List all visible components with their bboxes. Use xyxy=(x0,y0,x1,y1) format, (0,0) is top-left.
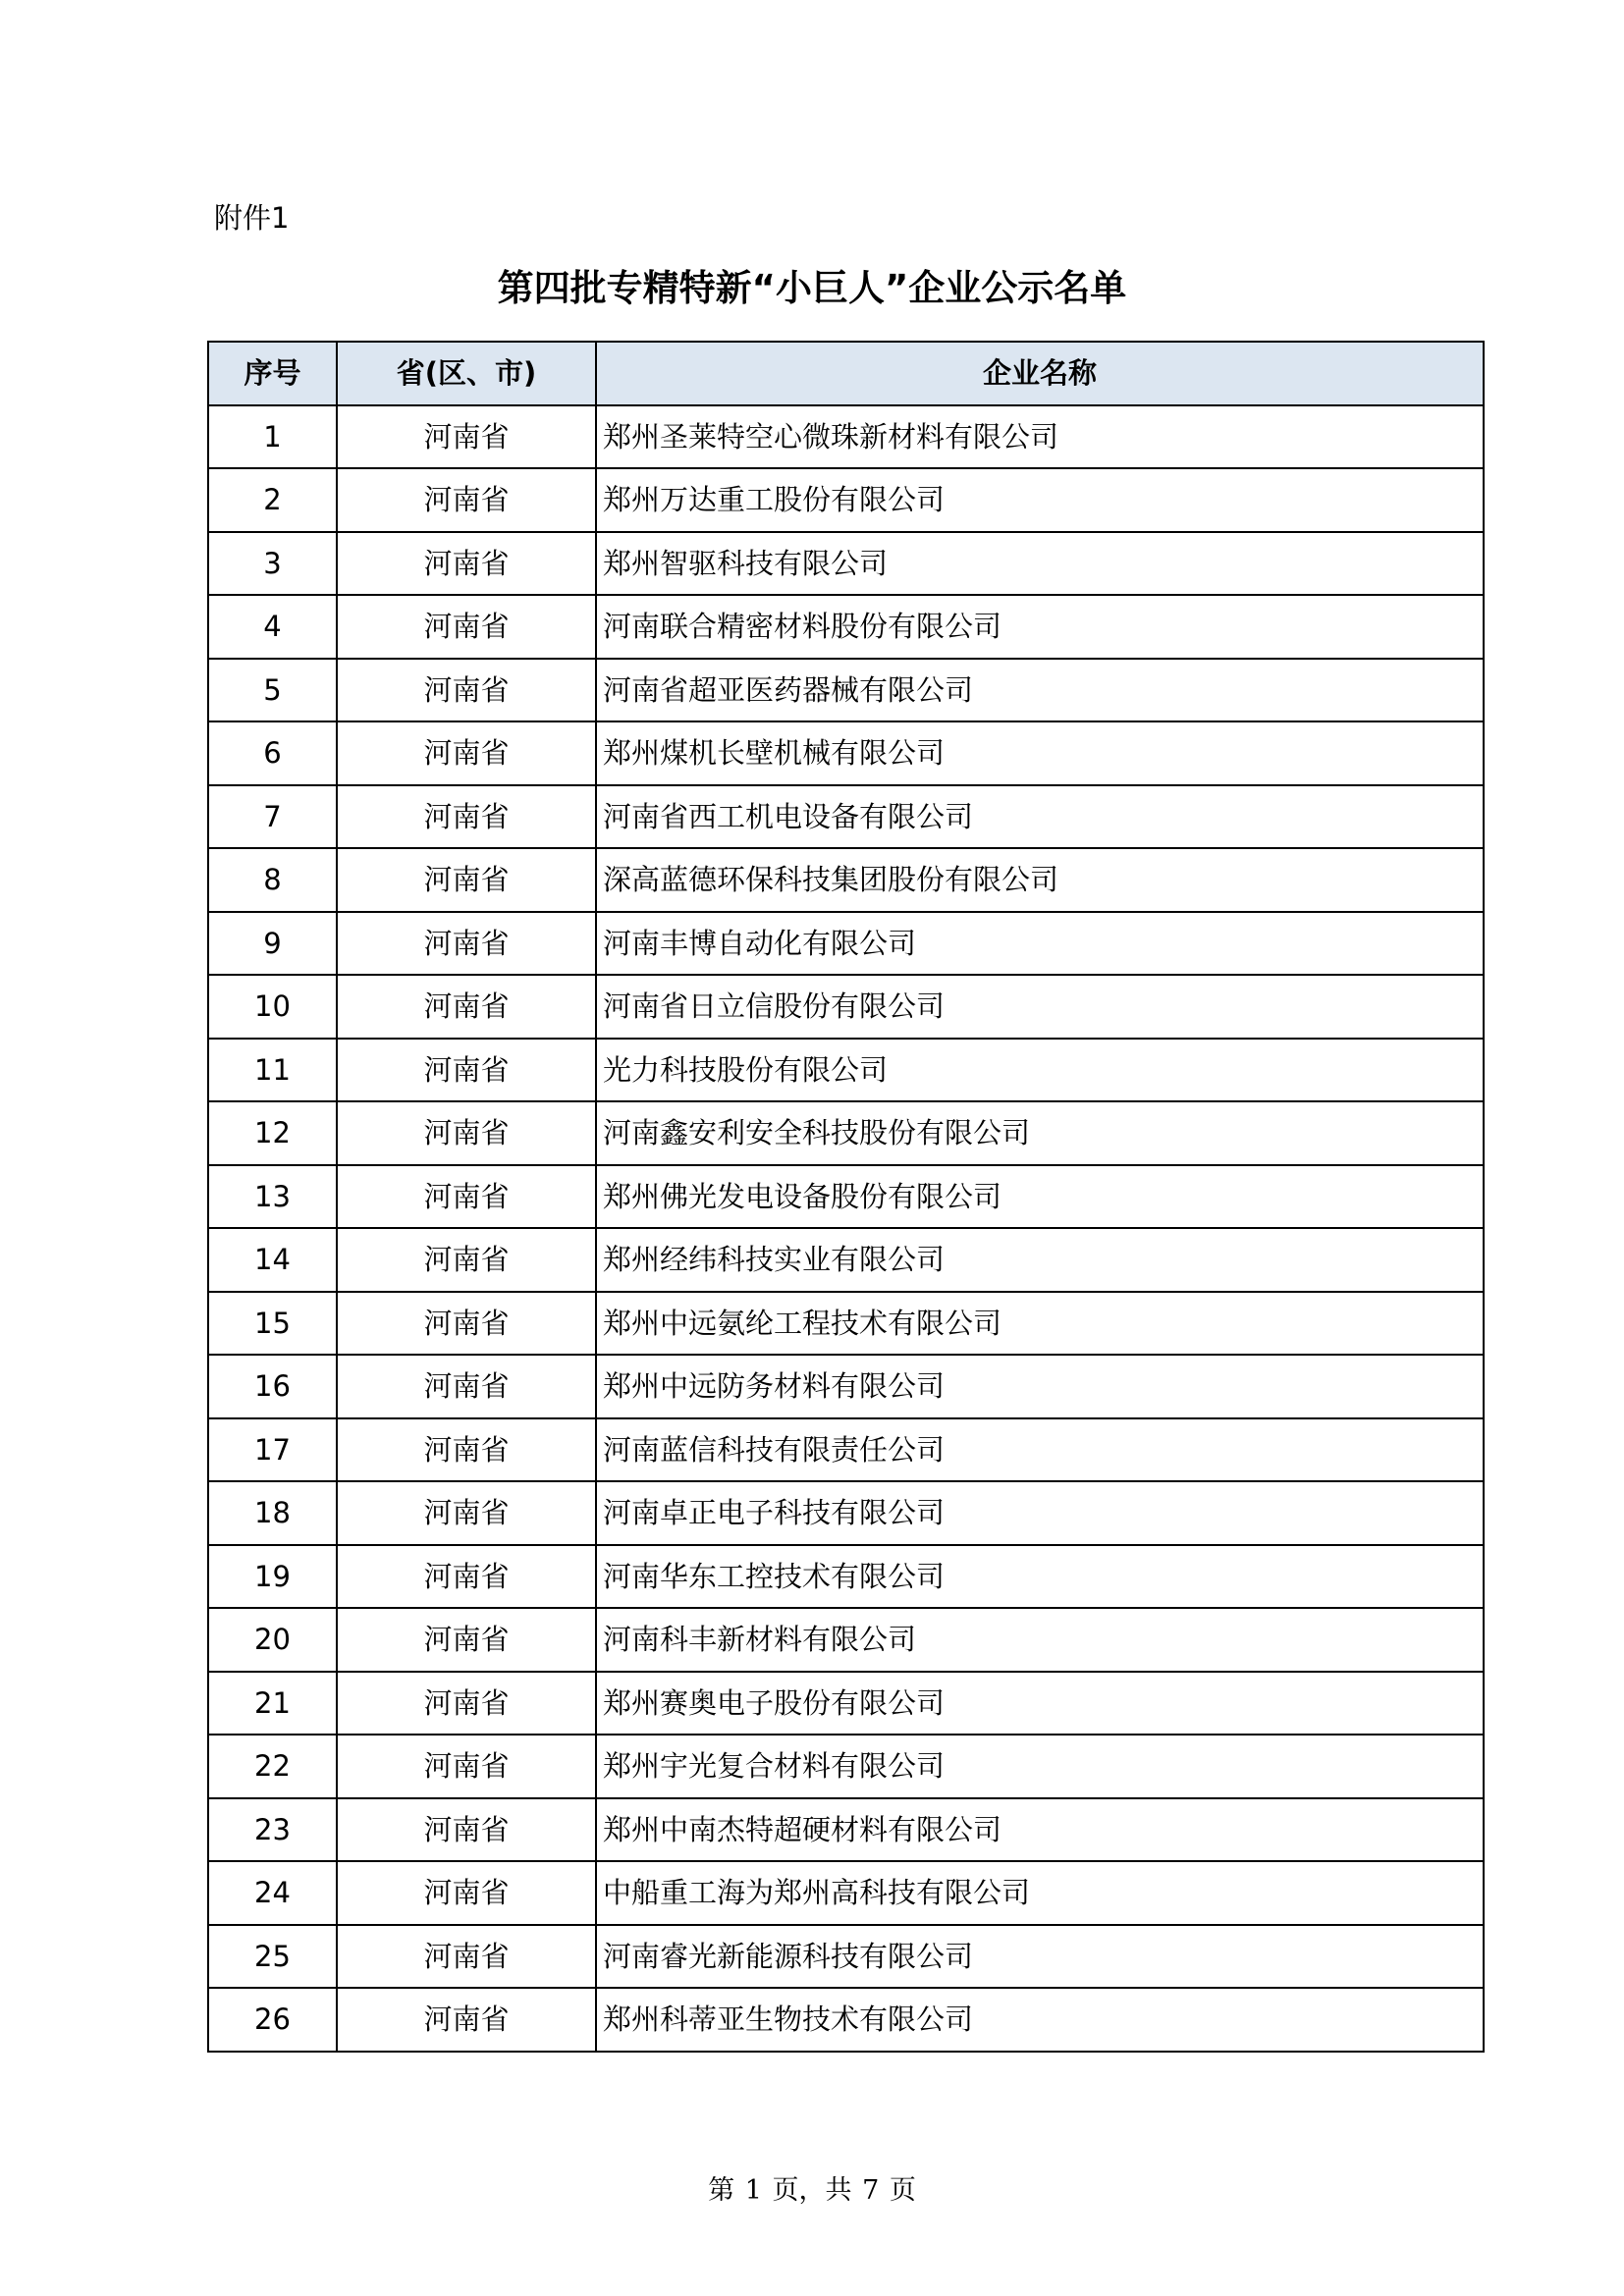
table-row xyxy=(208,1798,1484,1862)
seq-cell: 17 xyxy=(208,1418,337,1482)
province-cell: 河南省 xyxy=(337,785,596,849)
seq-cell: 6 xyxy=(208,721,337,785)
province-cell: 河南省 xyxy=(337,1545,596,1609)
seq-cell: 22 xyxy=(208,1735,337,1798)
table-row xyxy=(208,595,1484,659)
seq-cell: 23 xyxy=(208,1798,337,1862)
seq-cell: 12 xyxy=(208,1101,337,1165)
table-row xyxy=(208,1165,1484,1229)
company-name-cell: 郑州经纬科技实业有限公司 xyxy=(596,1228,1484,1292)
province-cell: 河南省 xyxy=(337,721,596,785)
province-cell: 河南省 xyxy=(337,595,596,659)
column-header-seq: 序号 xyxy=(208,342,337,405)
province-cell: 河南省 xyxy=(337,1355,596,1418)
company-name-cell: 郑州圣莱特空心微珠新材料有限公司 xyxy=(596,405,1484,469)
seq-cell: 11 xyxy=(208,1039,337,1102)
company-name-cell: 郑州宇光复合材料有限公司 xyxy=(596,1735,1484,1798)
company-name-cell: 深高蓝德环保科技集团股份有限公司 xyxy=(596,848,1484,912)
seq-cell: 15 xyxy=(208,1292,337,1356)
company-name-cell: 河南省日立信股份有限公司 xyxy=(596,975,1484,1039)
seq-cell: 9 xyxy=(208,912,337,976)
seq-cell: 3 xyxy=(208,532,337,596)
table-row xyxy=(208,659,1484,722)
table-row xyxy=(208,1672,1484,1735)
province-cell: 河南省 xyxy=(337,1039,596,1102)
company-name-cell: 河南华东工控技术有限公司 xyxy=(596,1545,1484,1609)
province-cell: 河南省 xyxy=(337,1988,596,2052)
province-cell: 河南省 xyxy=(337,1798,596,1862)
table-row xyxy=(208,1355,1484,1418)
company-name-cell: 河南蓝信科技有限责任公司 xyxy=(596,1418,1484,1482)
company-name-cell: 光力科技股份有限公司 xyxy=(596,1039,1484,1102)
company-name-cell: 郑州万达重工股份有限公司 xyxy=(596,468,1484,532)
province-cell: 河南省 xyxy=(337,848,596,912)
table-row xyxy=(208,468,1484,532)
company-name-cell: 河南科丰新材料有限公司 xyxy=(596,1608,1484,1672)
table-row xyxy=(208,1039,1484,1102)
table-row xyxy=(208,1292,1484,1356)
table-row xyxy=(208,721,1484,785)
province-cell: 河南省 xyxy=(337,1165,596,1229)
province-cell: 河南省 xyxy=(337,1861,596,1925)
table-row xyxy=(208,405,1484,469)
company-name-cell: 郑州中远氨纶工程技术有限公司 xyxy=(596,1292,1484,1356)
province-cell: 河南省 xyxy=(337,1735,596,1798)
seq-cell: 14 xyxy=(208,1228,337,1292)
province-cell: 河南省 xyxy=(337,532,596,596)
province-cell: 河南省 xyxy=(337,405,596,469)
table-row xyxy=(208,1418,1484,1482)
company-name-cell: 河南省西工机电设备有限公司 xyxy=(596,785,1484,849)
company-name-cell: 郑州中南杰特超硬材料有限公司 xyxy=(596,1798,1484,1862)
province-cell: 河南省 xyxy=(337,1292,596,1356)
province-cell: 河南省 xyxy=(337,975,596,1039)
table-body xyxy=(208,405,1484,2052)
province-cell: 河南省 xyxy=(337,912,596,976)
table-row xyxy=(208,1988,1484,2052)
table-row xyxy=(208,1545,1484,1609)
table-row xyxy=(208,1735,1484,1798)
company-name-cell: 河南省超亚医药器械有限公司 xyxy=(596,659,1484,722)
table-row xyxy=(208,1861,1484,1925)
table-row xyxy=(208,785,1484,849)
company-name-cell: 河南卓正电子科技有限公司 xyxy=(596,1481,1484,1545)
table-row xyxy=(208,848,1484,912)
province-cell: 河南省 xyxy=(337,1228,596,1292)
company-name-cell: 河南联合精密材料股份有限公司 xyxy=(596,595,1484,659)
seq-cell: 5 xyxy=(208,659,337,722)
attachment-label: 附件1 xyxy=(214,201,290,235)
table-row xyxy=(208,975,1484,1039)
table-row xyxy=(208,912,1484,976)
province-cell: 河南省 xyxy=(337,659,596,722)
company-name-cell: 中船重工海为郑州高科技有限公司 xyxy=(596,1861,1484,1925)
table-header-row xyxy=(208,342,1484,405)
seq-cell: 26 xyxy=(208,1988,337,2052)
table-row xyxy=(208,1925,1484,1989)
seq-cell: 18 xyxy=(208,1481,337,1545)
seq-cell: 24 xyxy=(208,1861,337,1925)
company-name-cell: 河南丰博自动化有限公司 xyxy=(596,912,1484,976)
seq-cell: 10 xyxy=(208,975,337,1039)
table-row xyxy=(208,532,1484,596)
province-cell: 河南省 xyxy=(337,1672,596,1735)
province-cell: 河南省 xyxy=(337,1481,596,1545)
page-title: 第四批专精特新“小巨人”企业公示名单 xyxy=(497,267,1127,309)
seq-cell: 7 xyxy=(208,785,337,849)
company-name-cell: 河南睿光新能源科技有限公司 xyxy=(596,1925,1484,1989)
column-header-company: 企业名称 xyxy=(596,342,1484,405)
company-name-cell: 郑州中远防务材料有限公司 xyxy=(596,1355,1484,1418)
province-cell: 河南省 xyxy=(337,468,596,532)
seq-cell: 4 xyxy=(208,595,337,659)
page-number-footer: 第 1 页，共 7 页 xyxy=(708,2175,916,2206)
seq-cell: 25 xyxy=(208,1925,337,1989)
company-list-table xyxy=(207,341,1485,2053)
table-row xyxy=(208,1228,1484,1292)
company-name-cell: 郑州智驱科技有限公司 xyxy=(596,532,1484,596)
company-name-cell: 河南鑫安利安全科技股份有限公司 xyxy=(596,1101,1484,1165)
column-header-province: 省(区、市) xyxy=(337,342,596,405)
table-row xyxy=(208,1481,1484,1545)
company-name-cell: 郑州赛奥电子股份有限公司 xyxy=(596,1672,1484,1735)
province-cell: 河南省 xyxy=(337,1101,596,1165)
company-name-cell: 郑州佛光发电设备股份有限公司 xyxy=(596,1165,1484,1229)
seq-cell: 2 xyxy=(208,468,337,532)
company-name-cell: 郑州科蒂亚生物技术有限公司 xyxy=(596,1988,1484,2052)
seq-cell: 19 xyxy=(208,1545,337,1609)
seq-cell: 1 xyxy=(208,405,337,469)
table-row xyxy=(208,1608,1484,1672)
company-name-cell: 郑州煤机长壁机械有限公司 xyxy=(596,721,1484,785)
seq-cell: 13 xyxy=(208,1165,337,1229)
province-cell: 河南省 xyxy=(337,1608,596,1672)
province-cell: 河南省 xyxy=(337,1925,596,1989)
seq-cell: 21 xyxy=(208,1672,337,1735)
table-row xyxy=(208,1101,1484,1165)
seq-cell: 20 xyxy=(208,1608,337,1672)
seq-cell: 8 xyxy=(208,848,337,912)
seq-cell: 16 xyxy=(208,1355,337,1418)
province-cell: 河南省 xyxy=(337,1418,596,1482)
